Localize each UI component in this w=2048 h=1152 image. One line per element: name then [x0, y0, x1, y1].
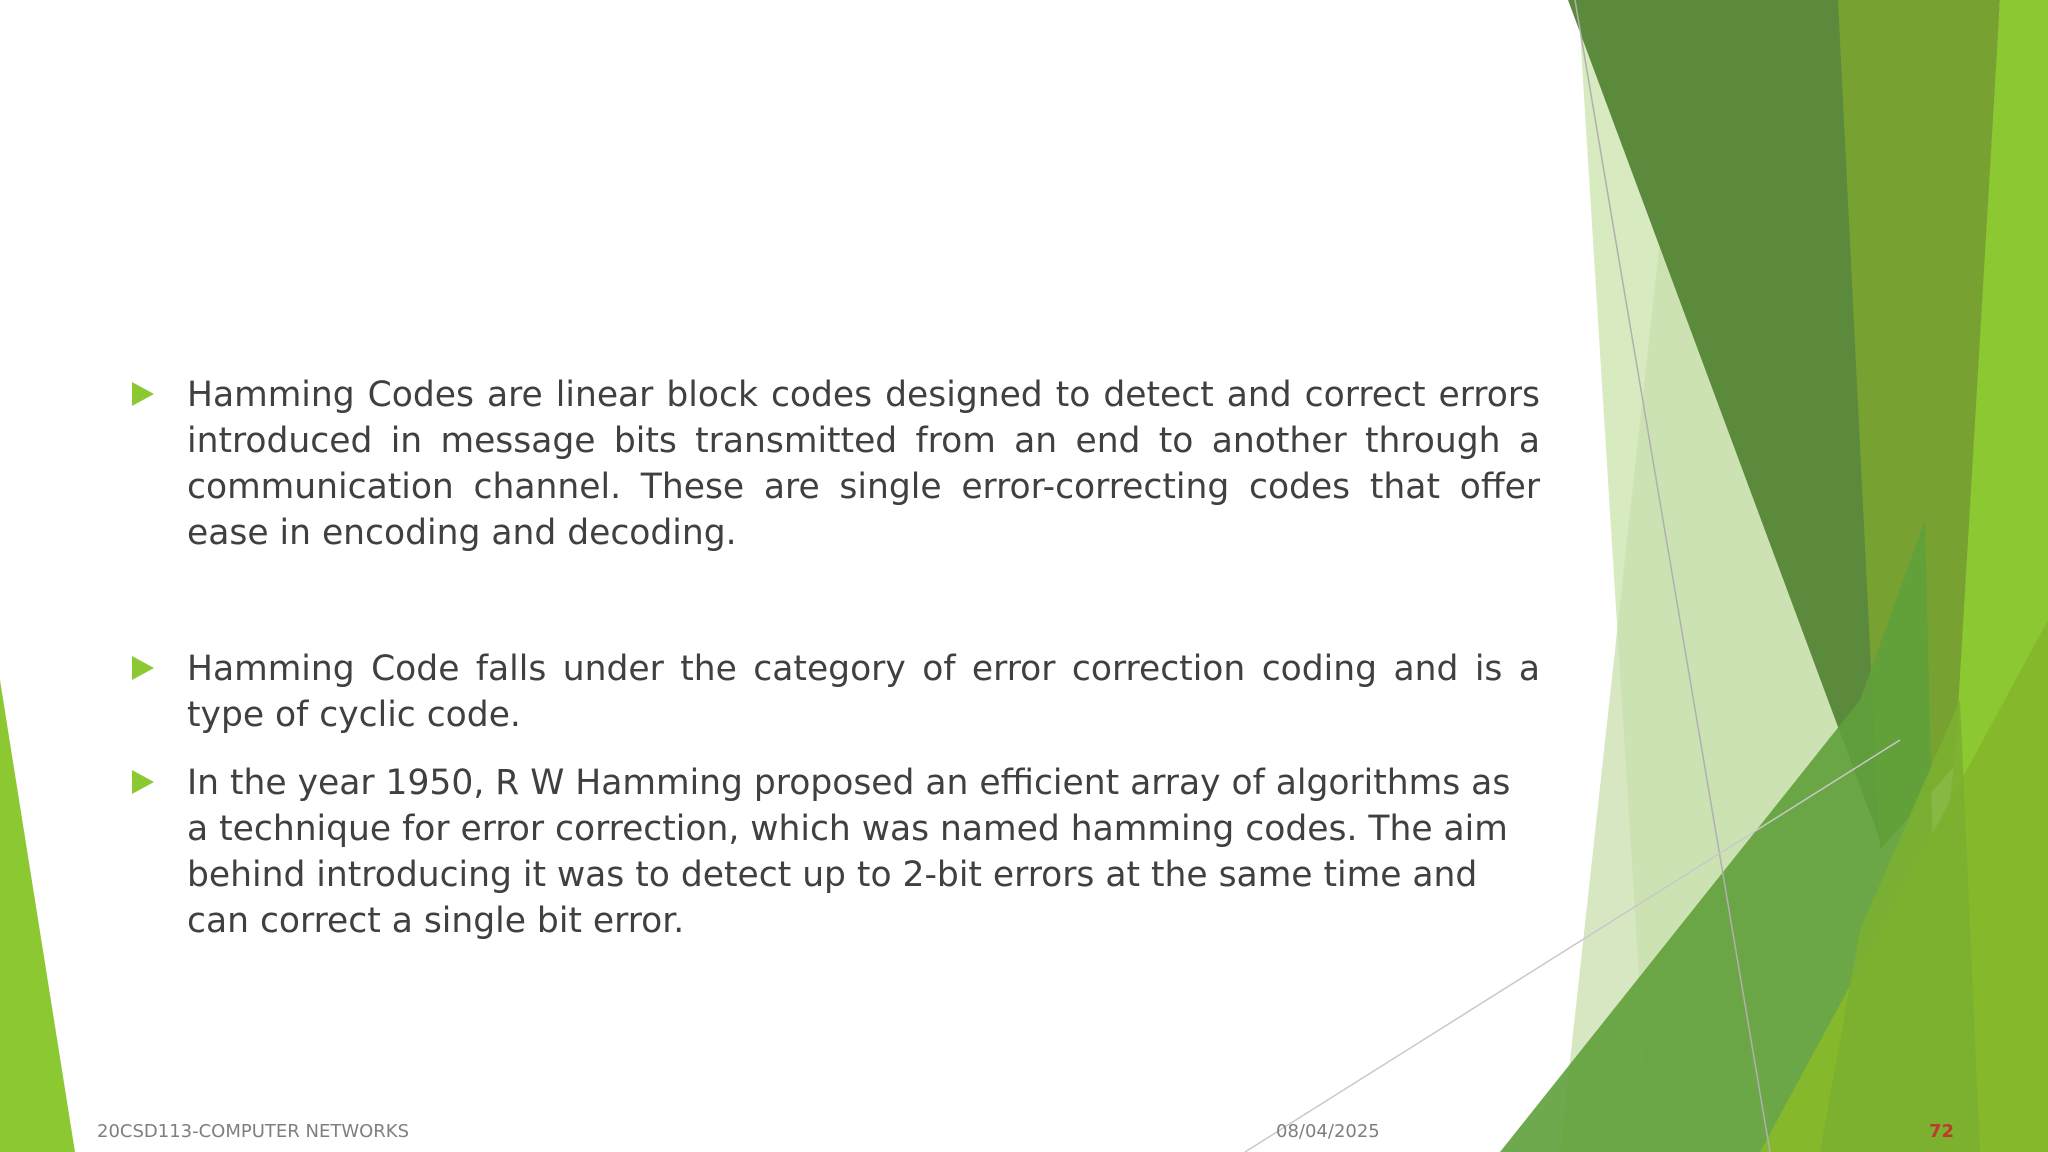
bullet-item: [130, 646, 1540, 738]
footer-course: 20CSD113-COMPUTER NETWORKS: [97, 1121, 410, 1142]
bullet-text: In the year 1950, R W Hamming proposed an efficient array of algorithms as a technique for error correction, which was named hamming codes. The aim behind introducing it was to detect up to 2-bit errors at the same time and can correct a single bit error.: [187, 763, 1511, 941]
page-number: 72: [1929, 1121, 1955, 1142]
bullet-list: [130, 372, 1540, 944]
bullet-item: [130, 760, 1527, 944]
bullet-arrow-icon: [132, 656, 154, 680]
bullet-text: Hamming Code falls under the category of error correction coding and is a type of cyclic code.: [187, 649, 1540, 735]
bullet-text: Hamming Codes are linear block codes designed to detect and correct errors introduced in message bits transmitted from an end to another through a communication channel. These are single error-correcting codes that offer ease in encoding and decoding.: [187, 375, 1540, 553]
bullet-arrow-icon: [132, 770, 154, 794]
bullet-item: [130, 372, 1540, 556]
bullet-arrow-icon: [132, 382, 154, 406]
footer-date: 08/04/2025: [1276, 1121, 1380, 1142]
left-green-sliver: [0, 680, 75, 1152]
